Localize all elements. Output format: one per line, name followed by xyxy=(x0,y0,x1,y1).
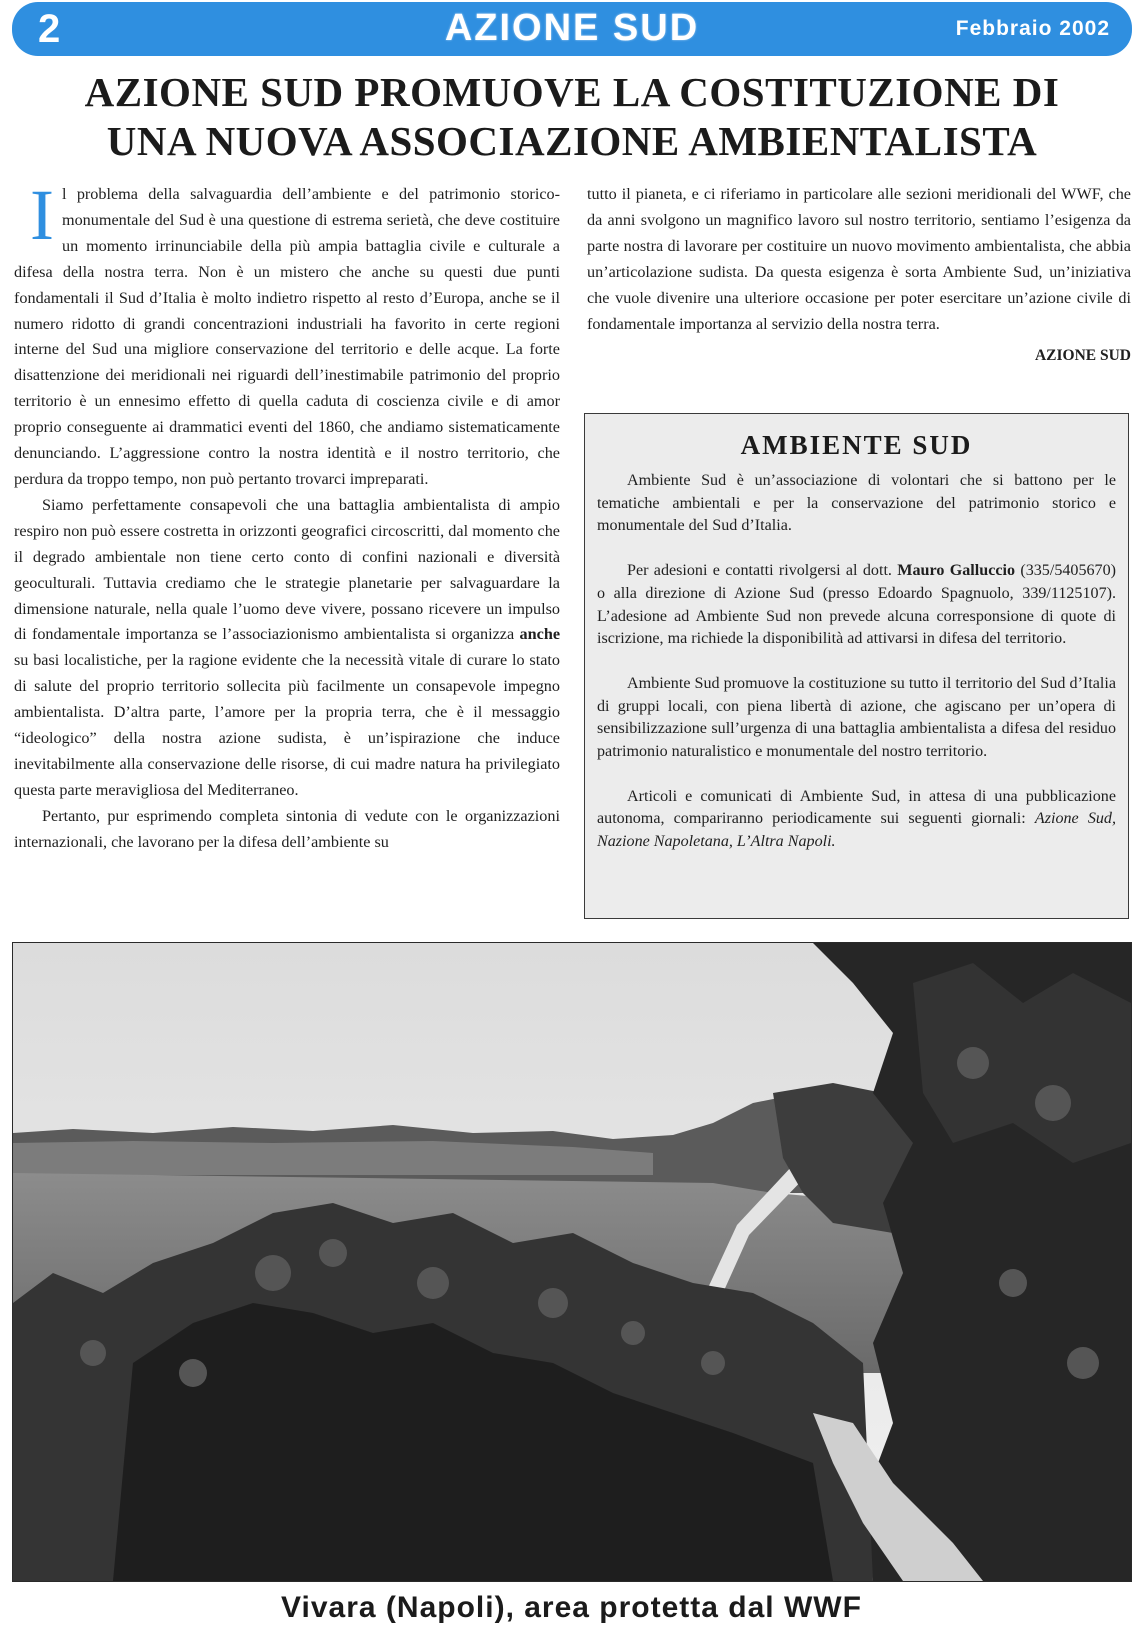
article-column-right xyxy=(587,182,1131,369)
drop-cap: I xyxy=(30,175,54,255)
newspaper-name: AZIONE SUD xyxy=(444,7,700,49)
box-paragraph-2-text-b: (335/5405670) o alla direzione di Azione Sud (presso Edoardo Spagnuolo, 339/1125107). L’adesione ad Ambiente Sud non prevede alcuna corresponsione di quote di iscrizione, ma richiede la disponibilità ad attivarsi in difesa del territorio. xyxy=(597,562,1117,648)
ambiente-sud-box xyxy=(584,413,1129,919)
article-paragraph-1-text: l problema della salvaguardia dell’ambiente e del patrimonio storico-monumentale del Sud è una questione di estrema serietà, che deve costituire un momento irrinunciabile della più ampia battaglia civile e culturale a difesa della nostra terra. Non è un mistero che anche su questi due punti fondamentali il Sud d’Italia è molto indietro rispetto al resto d’Europa, anche se il numero ridotto di grandi concentrazioni industriali ha favorito in certe regioni interne del Sud una migliore conservazione del territorio e delle acque. La forte disattenzione dei meridionali nei riguardi dell’inestimabile patrimonio del proprio territorio è un ennesimo effetto di quella caduta di coscienza civile e di amor proprio conseguente ai drammatici eventi del 1860, che andiamo sistematicamente denunciando. L’aggressione contro la nostra identità e il nostro territorio, che perdura da troppo tempo, non può pertanto trovarci impreparati. xyxy=(14,185,560,488)
box-paragraph-3: Ambiente Sud promuove la costituzione su tutto il territorio del Sud d’Italia di gruppi locali, con piena libertà di azione, che agiscano per un’opera di sensibilizzazione sull’urgenza di una battaglia ambientalista a difesa del residuo patrimonio naturalistico e monumentale del nostro territorio. xyxy=(597,674,1116,761)
article-paragraph-3-continued: tutto il pianeta, e ci riferiamo in particolare alle sezioni meridionali del WWF, che da anni svolgono un magnifico lavoro sul nostro territorio, sentiamo l’esigenza da parte nostra di lavorare per costituire un nuovo movimento ambientalista, che abbia un’articolazione sudista. Da questa esigenza è sorta Ambiente Sud, un’iniziativa che vuole divenire una ulteriore occasione per poter esercitare un’azione civile di fondamentale importanza al servizio della nostra terra. xyxy=(587,185,1131,333)
article-signature: AZIONE SUD xyxy=(1034,347,1131,365)
headline-line-2: UNA NUOVA ASSOCIAZIONE AMBIENTALISTA xyxy=(106,118,1038,164)
article-paragraph-2-bold: anche xyxy=(519,625,560,644)
box-title: AMBIENTE SUD xyxy=(740,430,973,460)
article-paragraph-1 xyxy=(14,175,560,493)
box-paragraph-1: Ambiente Sud è un’associazione di volontari che si battono per le tematiche ambientali e per la conservazione del patrimonio storico e monumentale del Sud d’Italia. xyxy=(597,472,1116,535)
masthead-bar xyxy=(12,2,1132,56)
page-number: 2 xyxy=(38,7,61,51)
article-paragraph-2-text-b: su basi localistiche, per la ragione evidente che la necessità vitale di curare lo stato di salute del proprio territorio sollecita più facilmente un consapevole impegno ambientalista. D’altra parte, l’amore per la propria terra, che è il messaggio “ideologico” della nostra azione sudista, è un’ispirazione che induce inevitabilmente alla conservazione delle risorse, di cui madre natura ha privilegiato questa parte meravigliosa del Mediterraneo. xyxy=(14,651,560,799)
article-paragraph-2-text-a: Siamo perfettamente consapevoli che una battaglia ambientalista di ampio respiro non può essere costretta in orizzonti geografici circoscritti, dal momento che il degrado ambientale non tiene certo conto di confini nazionali e diversità geoculturali. Tuttavia crediamo che le strategie planetarie per salvaguardare la dimensione naturale, nella quale l’uomo deve vivere, possano ricevere un impulso di fondamentale importanza se l’associazionismo ambientalista si organizza xyxy=(14,495,560,644)
article-headline xyxy=(10,68,1134,166)
box-paragraph-2-text-a: Per adesioni e contatti rivolgersi al dott. xyxy=(627,562,898,580)
landscape-photo xyxy=(12,942,1132,1582)
box-paragraph-4-text: Articoli e comunicati di Ambiente Sud, in attesa di una pubblicazione autonoma, compariranno periodicamente sui seguenti giornali: xyxy=(597,787,1116,828)
article-paragraph-3 xyxy=(14,804,560,856)
article-paragraph-3-text: Pertanto, pur esprimendo completa sintonia di vedute con le organizzazioni internazionali, che lavorano per la difesa dell’ambiente su xyxy=(14,806,560,851)
newspaper-list: Azione Sud, Nazione Napoletana, L’Altra Napoli. xyxy=(597,810,1116,851)
headline-line-1: AZIONE SUD PROMUOVE LA COSTITUZIONE DI xyxy=(84,69,1060,115)
article-column-left xyxy=(14,175,560,856)
article-paragraph-2 xyxy=(14,493,560,804)
contact-name: Mauro Galluccio xyxy=(897,562,1015,580)
box-paragraph-4 xyxy=(597,786,1116,854)
vivara-landscape-image xyxy=(13,943,1131,1581)
issue-date: Febbraio 2002 xyxy=(955,17,1110,40)
photo-caption: Vivara (Napoli), area protetta dal WWF xyxy=(281,1591,862,1624)
box-paragraph-2 xyxy=(597,560,1116,651)
